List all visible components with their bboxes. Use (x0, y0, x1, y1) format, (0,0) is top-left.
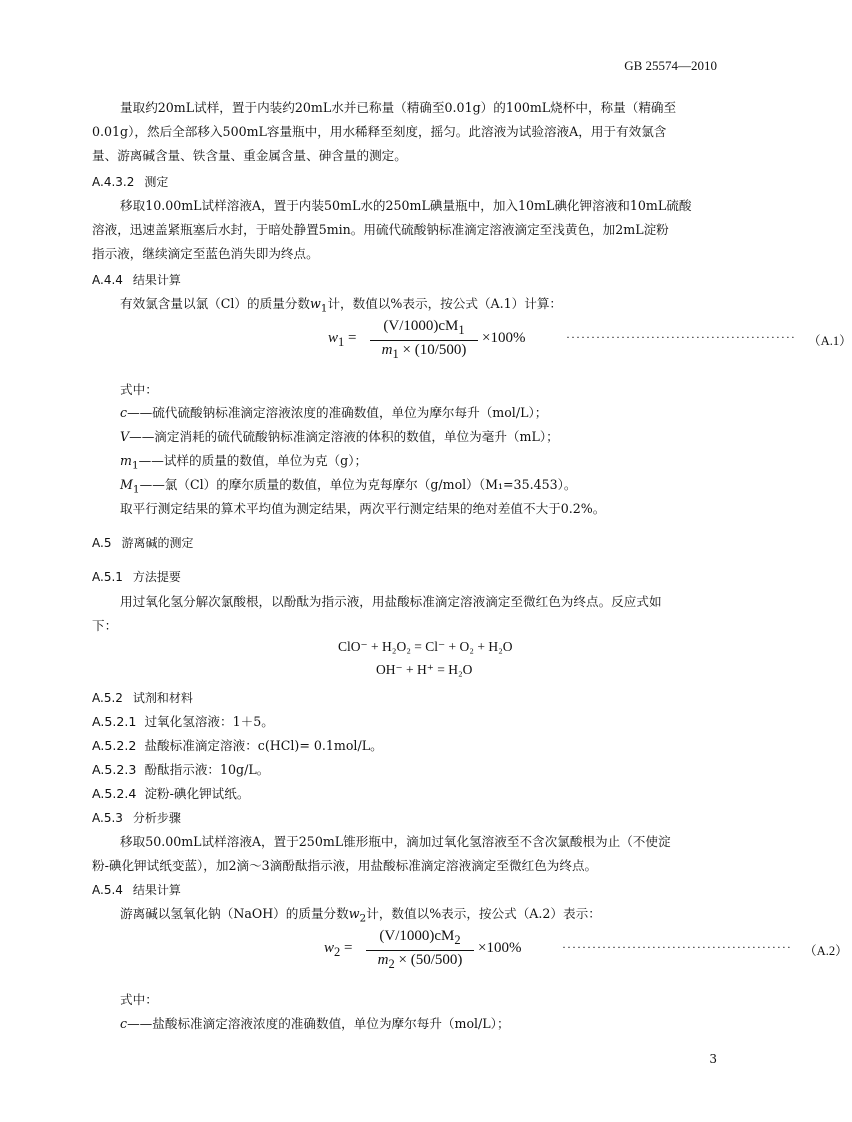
paragraph-line: 用过氧化氢分解次氯酸根，以酚酞为指示液，用盐酸标准滴定溶液滴定至微红色为终点。反应式如 (120, 594, 662, 609)
section-number: A.5.4 (92, 883, 123, 897)
section-title: 测定 (144, 175, 169, 189)
section-number: A.5.2 (92, 691, 123, 705)
reagent-item: A.5.2.1 过氧化氢溶液：1＋5。 (92, 714, 274, 729)
where-label: 式中： (120, 382, 158, 397)
section-title: 结果计算 (132, 273, 181, 287)
section-heading-a51 (92, 565, 716, 589)
formula-lhs: $w_2$ = (324, 940, 353, 959)
formula-a2 (324, 928, 848, 978)
definition-item: $m_1——$试样的质量的数值，单位为克（g）； (120, 453, 368, 472)
reaction-equation-2: OH⁻ + H⁺ = H₂O (376, 662, 473, 677)
reagent-item: A.5.2.2 盐酸标准滴定溶液：c(HCl)= 0.1mol/L。 (92, 738, 383, 753)
formula-tag: （A.2） (804, 944, 848, 958)
definition-item: $M_1——$氯（Cl）的摩尔质量的数值，单位为克每摩尔（g/mol）（M₁=35.453）。 (120, 477, 577, 496)
leader-dots: ·············································· (562, 940, 792, 954)
paragraph-line: 0.01g），然后全部移入500mL容量瓶中，用水稀释至刻度，摇匀。此溶液为试验溶液A，用于有效氯含 (92, 124, 667, 139)
paragraph-line: 取平行测定结果的算术平均值为测定结果，两次平行测定结果的绝对差值不大于0.2%。 (120, 501, 606, 516)
fraction-denominator: $m_2 \times (50/500)$ (377, 952, 463, 971)
section-title: 分析步骤 (132, 811, 181, 825)
section-heading-a44 (92, 268, 716, 292)
paragraph-line: 游离碱以氢氧化钠（NaOH）的质量分数$w_2$计，数值以%表示，按公式（A.2）表示： (120, 906, 601, 925)
paragraph-line: 下： (92, 618, 118, 633)
section-heading-a432 (92, 170, 716, 194)
standard-number: GB 25574—2010 (624, 58, 717, 73)
reagent-item: A.5.2.3 酚酞指示液：10g/L。 (92, 762, 270, 777)
section-heading-a54 (92, 878, 716, 902)
paragraph-line: 量、游离碱含量、铁含量、重金属含量、砷含量的测定。 (92, 148, 407, 163)
paragraph-line: 量取约20mL试样，置于内装约20mL水并已称量（精确至0.01g）的100mL烧杯中，称量（精确至 (120, 100, 677, 115)
where-label: 式中： (120, 992, 158, 1007)
formula-a1 (328, 318, 852, 368)
paragraph-line: 移取10.00mL试样溶液A，置于内装50mL水的250mL碘量瓶中，加入10mL碘化钾溶液和10mL硫酸 (120, 198, 692, 213)
fraction-bar (370, 340, 478, 341)
section-number: A.5.3 (92, 811, 123, 825)
section-number: A.5 (92, 536, 112, 550)
section-number: A.4.4 (92, 273, 123, 287)
formula-lhs: $w_1$ = (328, 330, 357, 349)
section-title: 方法提要 (132, 570, 181, 584)
paragraph-line: 溶液，迅速盖紧瓶塞后水封，于暗处静置5min。用硫代硫酸钠标准滴定溶液滴定至浅黄色，加2mL淀粉 (92, 222, 669, 237)
section-number: A.5.1 (92, 570, 123, 584)
reaction-equation-1: ClO⁻ + H₂O₂ = Cl⁻ + O₂ + H₂O (338, 639, 513, 654)
page-number: 3 (709, 1052, 717, 1066)
paragraph-line: 有效氯含量以氯（Cl）的质量分数$w_1$计，数值以%表示，按公式（A.1）计算： (120, 296, 563, 315)
reagent-item: A.5.2.4 淀粉-碘化钾试纸。 (92, 786, 250, 801)
leader-dots: ·············································· (566, 330, 796, 344)
fraction-denominator: $m_1 \times (10/500)$ (381, 342, 467, 361)
definition-item: c——盐酸标准滴定溶液浓度的准确数值，单位为摩尔每升（mol/L）； (120, 1016, 510, 1031)
section-title: 游离碱的测定 (121, 536, 194, 550)
formula-rhs: ×100% (482, 330, 526, 346)
section-heading-a52 (92, 686, 716, 710)
section-title: 结果计算 (132, 883, 181, 897)
section-title: 试剂和材料 (132, 691, 193, 705)
paragraph-line: 指示液，继续滴定至蓝色消失即为终点。 (92, 246, 319, 261)
paragraph-line: 粉-碘化钾试纸变蓝），加2滴～3滴酚酞指示液，用盐酸标准滴定溶液滴定至微红色为终点。 (92, 858, 598, 873)
section-number: A.4.3.2 (92, 175, 135, 189)
section-heading-a53 (92, 806, 716, 830)
formula-tag: （A.1） (808, 334, 852, 348)
fraction-bar (366, 950, 474, 951)
paragraph-line: 移取50.00mL试样溶液A，置于250mL锥形瓶中，滴加过氧化氢溶液至不含次氯酸根为止（不使淀 (120, 834, 671, 849)
definition-item: V——滴定消耗的硫代硫酸钠标准滴定溶液的体积的数值，单位为毫升（mL）； (120, 429, 559, 444)
formula-rhs: ×100% (478, 940, 522, 956)
fraction-numerator: $(V/1000)cM_2$ (379, 928, 461, 947)
fraction-numerator: $(V/1000)cM_1$ (383, 318, 465, 337)
section-heading-a5 (92, 531, 716, 555)
definition-item: c——硫代硫酸钠标准滴定溶液浓度的准确数值，单位为摩尔每升（mol/L）； (120, 405, 548, 420)
